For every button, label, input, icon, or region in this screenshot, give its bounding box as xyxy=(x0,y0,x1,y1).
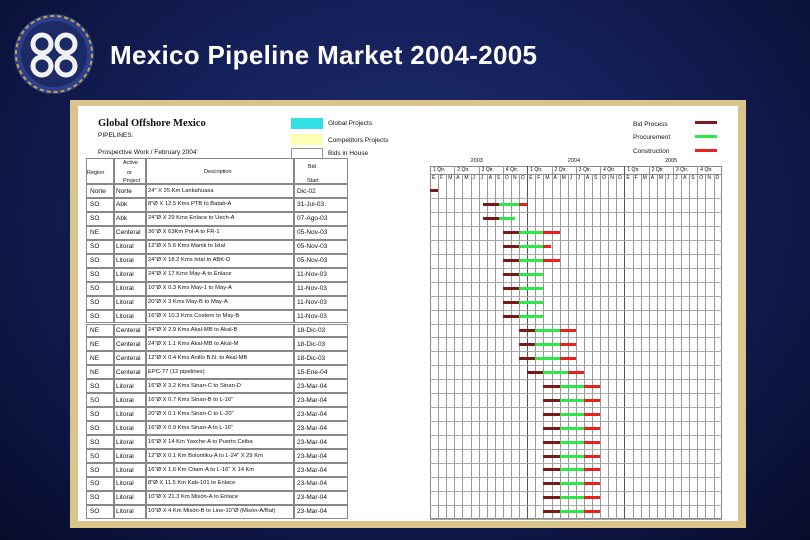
row-region: SO xyxy=(90,215,100,223)
gantt-month-line xyxy=(576,166,577,519)
legend-label-competitors: Competitors Projects xyxy=(328,137,389,144)
month-label: J xyxy=(480,175,484,181)
gantt-row-line xyxy=(430,393,722,394)
gantt-row-line xyxy=(430,449,722,450)
gantt-row-line xyxy=(430,226,722,227)
gantt-month-line xyxy=(479,166,480,519)
gantt-bar xyxy=(543,399,559,402)
gantt-bar xyxy=(543,385,559,388)
header-cell-region xyxy=(86,158,114,184)
col-header-region: Region xyxy=(87,170,105,176)
gantt-bar xyxy=(560,413,584,416)
quarter-label: 4 Qtr. xyxy=(603,167,616,173)
gantt-bar xyxy=(503,259,519,262)
gantt-bar xyxy=(543,231,559,234)
globe-knot-logo-icon xyxy=(8,10,100,98)
gantt-row-line xyxy=(430,337,722,338)
row-active: Litoral xyxy=(116,243,134,251)
row-active: Centeral xyxy=(116,368,141,376)
legend-swatch-competitors xyxy=(291,134,323,145)
row-region: SO xyxy=(90,396,100,404)
row-active: Centeral xyxy=(116,229,141,237)
gantt-bar xyxy=(543,441,559,444)
gantt-bar xyxy=(483,203,499,206)
gantt-bar xyxy=(560,510,584,513)
row-description: 16"Ø X 10.3 Kms Costero to May-B xyxy=(148,313,240,320)
row-start: 05-Nov-03 xyxy=(297,243,328,251)
gantt-bar xyxy=(535,343,559,346)
row-description: 24"Ø X 17 Kms May-A to Enlace xyxy=(148,271,232,278)
month-label: F xyxy=(634,175,638,181)
row-region: SO xyxy=(90,452,100,460)
row-region: SO xyxy=(90,424,100,432)
gantt-bar xyxy=(560,455,584,458)
row-region: SO xyxy=(90,201,100,209)
gantt-month-line xyxy=(454,166,455,519)
row-start: 05-Nov-03 xyxy=(297,257,328,265)
gantt-row-line xyxy=(430,254,722,255)
legend-label-procurement: Procurement xyxy=(633,134,671,141)
quarter-label: 2 Qtr. xyxy=(651,167,664,173)
gantt-bar xyxy=(519,287,543,290)
gantt-row-line xyxy=(430,435,722,436)
month-label: F xyxy=(537,175,541,181)
row-region: NE xyxy=(90,327,100,334)
row-start: 23-Mar-04 xyxy=(297,480,327,488)
row-active: Litoral xyxy=(116,396,134,404)
col-header-bid: Bid xyxy=(308,164,316,170)
row-region: SO xyxy=(90,480,100,488)
gantt-row-line xyxy=(430,421,722,422)
month-label: O xyxy=(602,175,606,181)
row-active: Centeral xyxy=(116,327,141,334)
row-region: SO xyxy=(90,257,100,265)
legend-bar-procurement xyxy=(695,135,717,138)
gantt-bar xyxy=(584,455,600,458)
gantt-bar xyxy=(519,273,543,276)
row-active: Litoral xyxy=(116,285,134,293)
quarter-label: 1 Qtr. xyxy=(627,167,640,173)
row-region: SO xyxy=(90,299,100,307)
row-start: 15-Ene-04 xyxy=(297,368,328,376)
month-label: A xyxy=(488,175,493,181)
month-label: F xyxy=(440,175,444,181)
month-label: E xyxy=(529,175,533,181)
gantt-row-line xyxy=(430,282,722,283)
gantt-bar xyxy=(560,385,584,388)
gantt-month-line xyxy=(697,166,698,519)
month-label: A xyxy=(650,175,655,181)
row-active: Litoral xyxy=(116,466,134,474)
gantt-bar xyxy=(543,510,559,513)
gantt-row-line xyxy=(430,351,722,352)
gantt-bar xyxy=(568,371,584,374)
gantt-row-line xyxy=(430,365,722,366)
gantt-bar xyxy=(519,343,535,346)
row-region: SO xyxy=(90,243,100,251)
gantt-bar xyxy=(543,245,551,248)
gantt-month-line xyxy=(624,166,625,519)
row-description: 24"Ø X 29 Kms Enlace to Uech-A xyxy=(148,215,235,222)
row-active: Litoral xyxy=(116,382,134,390)
gantt-bar xyxy=(584,482,600,485)
gantt-bar xyxy=(584,413,600,416)
gantt-bar xyxy=(503,245,519,248)
gantt-bar xyxy=(503,315,519,318)
row-active: Litoral xyxy=(116,508,134,516)
gantt-bar xyxy=(519,301,543,304)
gantt-bar xyxy=(560,482,584,485)
gantt-bar xyxy=(503,301,519,304)
row-active: Litoral xyxy=(116,452,134,460)
month-label: M xyxy=(464,175,469,181)
legend-label-bid-process: Bid Process xyxy=(633,121,668,128)
gantt-quarter-line xyxy=(430,174,722,175)
gantt-bar xyxy=(503,273,519,276)
col-header-active: Active xyxy=(123,160,138,166)
year-label: 2004 xyxy=(567,158,581,164)
row-region: SO xyxy=(90,382,100,390)
row-description: 16"Ø X 14 Km Yaxche-A to Puerto Ceiba xyxy=(148,438,253,445)
gantt-bar xyxy=(543,371,567,374)
gantt-bar xyxy=(543,427,559,430)
gantt-bar xyxy=(560,427,584,430)
gantt-bar xyxy=(503,231,519,234)
row-region: SO xyxy=(90,508,100,516)
gantt-bar xyxy=(584,385,600,388)
gantt-bar xyxy=(519,357,535,360)
row-start: 23-Mar-04 xyxy=(297,466,327,474)
gantt-bar xyxy=(535,329,559,332)
row-description: 24"Ø X 2.9 Kms Akal-MB to Akal-B xyxy=(148,327,238,333)
gantt-bar xyxy=(584,496,600,499)
row-region: SO xyxy=(90,285,100,293)
gantt-bar xyxy=(499,217,515,220)
month-label: A xyxy=(585,175,590,181)
row-active: Litoral xyxy=(116,257,134,265)
gantt-month-line xyxy=(600,166,601,519)
quarter-label: 1 Qtr. xyxy=(433,167,446,173)
quarter-label: 1 Qtr. xyxy=(530,167,543,173)
row-active: Litoral xyxy=(116,271,134,279)
gantt-bar xyxy=(519,245,543,248)
row-region: SO xyxy=(90,410,100,418)
row-description: 36"Ø X 63Km Pol-A to FR-1 xyxy=(148,229,220,236)
gantt-bar xyxy=(503,287,519,290)
row-description: 24"Ø X 18.2 Kms Ixtal to ABK-D xyxy=(148,257,231,264)
pipelines-label: PIPELINES: xyxy=(98,132,134,139)
col-header-project: Project xyxy=(123,178,141,184)
month-label: M xyxy=(642,175,647,181)
gantt-bar xyxy=(430,189,438,192)
gantt-bar xyxy=(560,357,576,360)
row-start: Dic-02 xyxy=(297,187,316,195)
gantt-bar xyxy=(543,496,559,499)
month-label: M xyxy=(448,175,453,181)
row-active: Abk xyxy=(116,201,128,209)
row-region: SO xyxy=(90,313,100,321)
row-active: Litoral xyxy=(116,438,134,446)
gantt-row-line xyxy=(430,296,722,297)
row-region: NE xyxy=(90,354,100,362)
row-active: Centeral xyxy=(116,354,141,362)
legend-swatch-global xyxy=(291,118,323,129)
row-active: Litoral xyxy=(116,424,134,432)
legend-label-global: Global Projects xyxy=(328,120,373,127)
gantt-bar xyxy=(560,468,584,471)
month-label: D xyxy=(715,175,720,181)
gantt-row-line xyxy=(430,198,722,199)
gantt-bar xyxy=(535,357,559,360)
month-label: S xyxy=(594,175,598,181)
month-label: J xyxy=(569,175,573,181)
row-description: 16"Ø X 0.7 Kms Sinan-B to L-16" xyxy=(148,396,234,403)
month-label: N xyxy=(513,175,517,181)
gantt-month-line xyxy=(649,166,650,519)
row-description: 24" X 25 Km Lankahuasa xyxy=(148,187,214,194)
gantt-bar xyxy=(543,413,559,416)
row-start: 23-Mar-04 xyxy=(297,452,327,460)
month-label: S xyxy=(691,175,695,181)
row-start: 05-Nov-03 xyxy=(297,229,328,237)
gantt-bar xyxy=(584,427,600,430)
row-active: Litoral xyxy=(116,494,134,502)
month-label: D xyxy=(521,175,525,181)
row-start: 18-Dic-03 xyxy=(297,340,326,348)
row-description: 12"Ø X 5.6 Kms Manik to Ixtal xyxy=(148,243,226,250)
row-start: 11-Nov-03 xyxy=(297,313,327,321)
row-description: 8"Ø X 11.5 Km Kab-101 to Enlace xyxy=(148,480,236,487)
legend-label-bids: Bids in House xyxy=(328,150,369,157)
row-active: Litoral xyxy=(116,299,134,307)
row-start: 18-Dic-03 xyxy=(297,327,326,334)
row-start: 23-Mar-04 xyxy=(297,382,327,390)
row-description: 10"Ø X 21.3 Km Misón-A to Enlace xyxy=(148,494,239,501)
legend-bar-construction xyxy=(695,149,717,152)
row-start: 11-Nov-03 xyxy=(297,299,327,307)
row-region: Norte xyxy=(90,187,106,195)
slide-title: Mexico Pipeline Market 2004-2005 xyxy=(110,40,538,70)
month-label: M xyxy=(561,175,566,181)
col-header-description: Description xyxy=(204,169,232,175)
month-label: A xyxy=(683,175,687,181)
month-label: D xyxy=(618,175,622,181)
quarter-label: 4 Qtr. xyxy=(700,167,713,173)
gantt-bar xyxy=(584,441,600,444)
legend-bar-bid-process xyxy=(695,121,717,124)
gantt-bar xyxy=(519,329,535,332)
row-description: 16"Ø X 3.2 Kms Sinan-C to Sinan-D xyxy=(148,382,241,389)
gantt-bar xyxy=(543,482,559,485)
row-start: 23-Mar-04 xyxy=(297,494,327,502)
gantt-bar xyxy=(560,496,584,499)
row-start: 18-Dic-03 xyxy=(297,354,326,362)
gantt-bar xyxy=(519,259,543,262)
gantt-bar xyxy=(560,441,584,444)
row-region: SO xyxy=(90,438,100,446)
row-region: SO xyxy=(90,466,100,474)
row-description: 12"Ø X 0.1 Km Bolontiku-A to L-24" X 29 Km xyxy=(148,452,263,459)
row-active: Litoral xyxy=(116,410,134,418)
row-description: 10"Ø X 0.3 Kms May-1 to May-A xyxy=(148,285,232,292)
gantt-bar xyxy=(483,217,499,220)
gantt-row-line xyxy=(430,491,722,492)
gantt-row-line xyxy=(430,505,722,506)
gantt-row-line xyxy=(430,310,722,311)
sheet-heading: Global Offshore Mexico xyxy=(98,118,206,129)
year-label: 2003 xyxy=(470,158,483,164)
gantt-bar xyxy=(584,468,600,471)
gantt-bar xyxy=(560,329,576,332)
month-label: J xyxy=(577,175,581,181)
legend-label-construction: Construction xyxy=(633,148,670,155)
quarter-label: 2 Qtr. xyxy=(554,167,567,173)
row-region: SO xyxy=(90,494,100,502)
month-label: E xyxy=(626,175,630,181)
gantt-bar xyxy=(499,203,519,206)
gantt-row-line xyxy=(430,477,722,478)
row-active: Norte xyxy=(116,187,132,195)
quarter-label: 3 Qtr. xyxy=(676,167,689,173)
schedule-sheet xyxy=(78,106,738,521)
row-description: 16"Ø X 0.9 Kms Sinan-A to L-16" xyxy=(148,424,233,431)
row-description: 12"Ø X 0.4 Kms Anillo B.N. to Akal-MB xyxy=(148,354,248,361)
row-description: 20"Ø X 0.1 Kms Sinan-C to L-20" xyxy=(148,410,234,417)
header-cell-active xyxy=(114,158,146,184)
month-label: N xyxy=(707,175,712,181)
row-start: 23-Mar-04 xyxy=(297,438,327,446)
month-label: J xyxy=(666,175,670,181)
gantt-row-line xyxy=(430,212,722,213)
col-header-or: or xyxy=(127,170,132,176)
prospective-label: Prospective Work / February 2004' xyxy=(98,149,198,156)
gantt-row-line xyxy=(430,324,722,325)
gantt-row-line xyxy=(430,463,722,464)
col-header-start: Start xyxy=(307,178,319,184)
month-label: J xyxy=(472,175,475,181)
month-label: A xyxy=(456,175,460,181)
gantt-bar xyxy=(527,371,543,374)
row-start: 23-Mar-04 xyxy=(297,508,327,516)
month-label: J xyxy=(675,175,678,181)
row-start: 11-Nov-03 xyxy=(297,285,327,293)
gantt-bar xyxy=(560,399,584,402)
row-start: 23-Mar-04 xyxy=(297,424,327,432)
row-active: Litoral xyxy=(116,313,134,321)
quarter-label: 4 Qtr. xyxy=(505,167,519,173)
row-start: 07-Ago-03 xyxy=(297,215,328,223)
gantt-bar xyxy=(560,343,576,346)
month-label: A xyxy=(553,175,557,181)
row-start: 23-Mar-04 xyxy=(297,410,327,418)
row-description: 8"Ø X 12.5 Kms PTB to Batab-A xyxy=(148,201,232,208)
row-start: 31-Jul-03 xyxy=(297,201,325,209)
month-label: O xyxy=(504,175,509,181)
month-label: O xyxy=(699,175,704,181)
row-region: NE xyxy=(90,368,100,376)
gantt-bar xyxy=(543,259,559,262)
gantt-month-line xyxy=(673,166,674,519)
row-region: NE xyxy=(90,229,100,237)
gantt-row-line xyxy=(430,407,722,408)
quarter-label: 3 Qtr. xyxy=(578,167,592,173)
row-description: 24"Ø X 1.1 Kms Akal-MB to Akal-M xyxy=(148,340,239,347)
gantt-bar xyxy=(543,455,559,458)
header-cell-start xyxy=(294,158,348,184)
month-label: S xyxy=(496,175,501,181)
quarter-label: 2 Qtr. xyxy=(457,167,470,173)
quarter-label: 3 Qtr. xyxy=(481,167,494,173)
gantt-row-line xyxy=(430,379,722,380)
gantt-bar xyxy=(519,231,543,234)
gantt-row-line xyxy=(430,519,722,520)
gantt-bar xyxy=(543,468,559,471)
row-active: Centeral xyxy=(116,340,141,348)
header-cell-desc xyxy=(146,158,294,184)
month-label: M xyxy=(658,175,663,181)
row-active: Abk xyxy=(116,215,128,223)
row-region: NE xyxy=(90,340,100,348)
month-label: N xyxy=(610,175,614,181)
row-active: Litoral xyxy=(116,480,134,488)
gantt-bar xyxy=(519,203,527,206)
month-label: E xyxy=(432,175,436,181)
row-description: 16"Ø X 1.6 Km Citam-A to L-16" X 14 Km xyxy=(148,466,255,473)
gantt-row-line xyxy=(430,268,722,269)
year-label: 2005 xyxy=(665,158,678,164)
gantt-bar xyxy=(584,510,600,513)
row-region: SO xyxy=(90,271,100,279)
gantt-bar xyxy=(519,315,543,318)
row-description: 10"Ø X 4 Km Misón-B to Line-10"Ø (Misón-A/Bat) xyxy=(148,508,276,515)
row-start: 11-Nov-03 xyxy=(297,271,327,279)
gantt-bar xyxy=(584,399,600,402)
row-description: EPC-77 (12 pipelines) xyxy=(148,368,205,375)
month-label: M xyxy=(545,175,550,181)
gantt-row-line xyxy=(430,240,722,241)
row-description: 20"Ø X 3 Kms May-B to May-A xyxy=(148,299,228,306)
row-start: 23-Mar-04 xyxy=(297,396,327,404)
